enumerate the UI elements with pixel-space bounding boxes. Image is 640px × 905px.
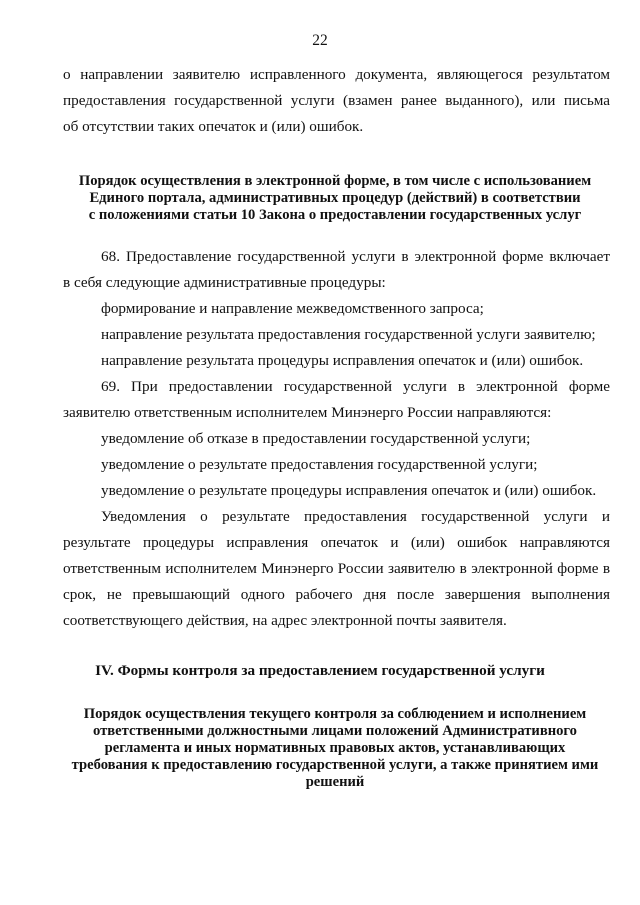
notice-paragraph: Уведомления о результате предоставления государственной услуги и — [101, 508, 610, 525]
paragraph-69: заявителю ответственным исполнителем Минэнерго России направляются: — [63, 404, 552, 421]
notice-paragraph: ответственным исполнителем Минэнерго России заявителю в электронной форме в — [63, 560, 610, 577]
list-item: уведомление о результате процедуры исправления опечаток и (или) ошибок. — [101, 482, 597, 499]
notice-paragraph: соответствующего действия, на адрес электронной почты заявителя. — [63, 612, 507, 629]
section-heading: решений — [305, 774, 365, 790]
list-item: направление результата процедуры исправления опечаток и (или) ошибок. — [101, 352, 584, 369]
section-heading: Порядок осуществления в электронной форме, в том числе с использованием — [78, 173, 592, 189]
list-item: уведомление о результате предоставления государственной услуги; — [101, 456, 538, 473]
list-item: уведомление об отказе в предоставлении государственной услуги; — [101, 430, 531, 447]
section-heading: Порядок осуществления текущего контроля за соблюдением и исполнением — [83, 706, 587, 722]
intro-line: о направлении заявителю исправленного документа, являющегося результатом — [63, 66, 610, 83]
section-heading: требования к предоставлению государственной услуги, а также принятием ими — [71, 757, 599, 773]
paragraph-68: в себя следующие административные процедуры: — [63, 274, 386, 291]
paragraph-68: 68. Предоставление государственной услуги в электронной форме включает — [101, 248, 610, 265]
list-item: направление результата предоставления государственной услуги заявителю; — [101, 326, 596, 343]
paragraph-69: 69. При предоставлении государственной услуги в электронной форме — [101, 378, 610, 395]
intro-line: об отсутствии таких опечаток и (или) ошибок. — [63, 118, 364, 135]
intro-line: предоставления государственной услуги (взамен ранее выданного), или письма — [63, 92, 610, 109]
section-heading: регламента и иных нормативных правовых актов, устанавливающих — [104, 740, 566, 756]
list-item: формирование и направление межведомственного запроса; — [101, 300, 484, 317]
section-title: IV. Формы контроля за предоставлением государственной услуги — [95, 662, 545, 679]
section-heading: ответственными должностными лицами положений Административного — [93, 723, 577, 739]
section-heading: с положениями статьи 10 Закона о предоставлении государственных услуг — [88, 207, 582, 223]
notice-paragraph: результате процедуры исправления опечаток и (или) ошибок направляются — [63, 534, 610, 551]
notice-paragraph: срок, не превышающий одного рабочего дня после завершения выполнения — [63, 586, 610, 603]
section-heading: Единого портала, административных процедур (действий) в соответствии — [89, 190, 581, 206]
page-number: 22 — [312, 32, 328, 49]
